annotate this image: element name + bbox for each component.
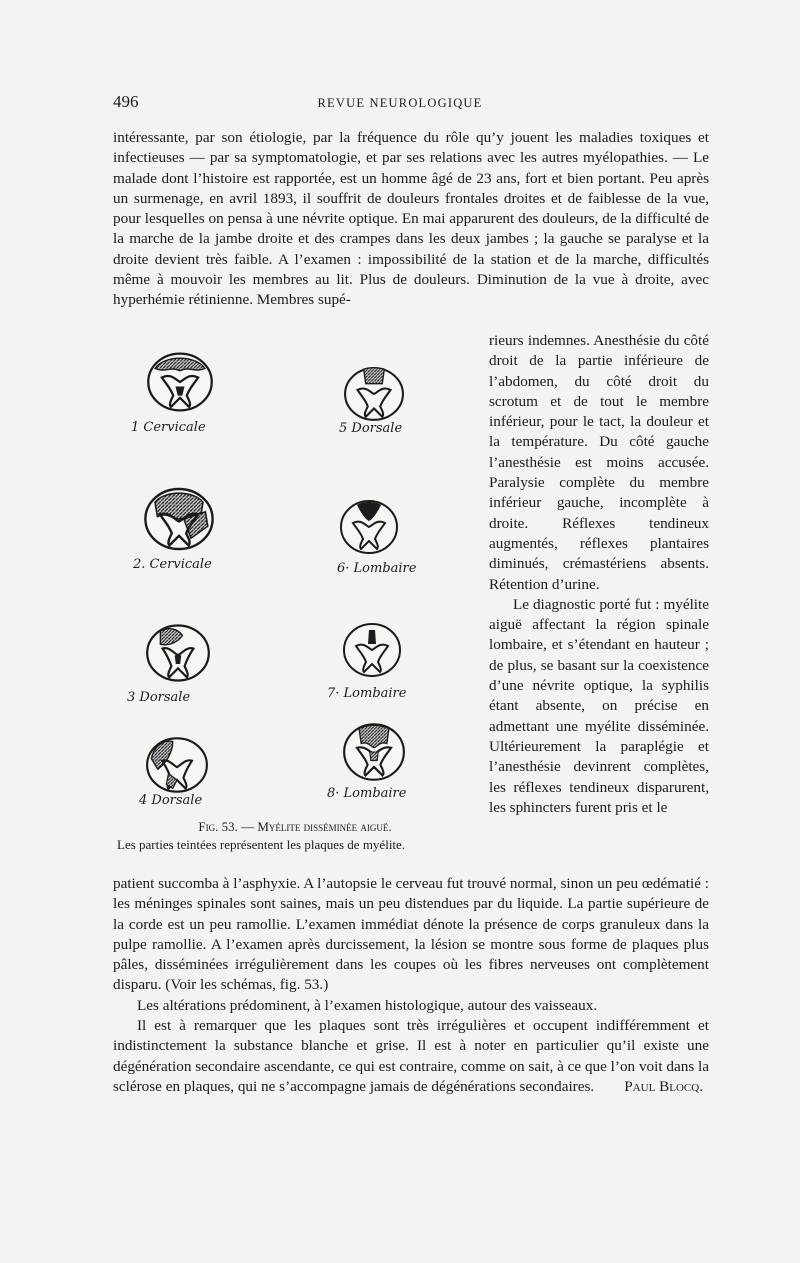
spinal-cord-section-icon xyxy=(341,363,407,425)
caption-title: Fig. 53. — Myélite disséminée aiguë. xyxy=(198,819,392,834)
spinal-cord-section-icon xyxy=(339,620,405,680)
bottom-paragraph-3 xyxy=(113,1016,709,1097)
specimen-2 xyxy=(133,483,220,572)
specimen-4 xyxy=(139,733,213,808)
spinal-cord-section-icon xyxy=(339,720,409,784)
specimen-label: 1 Cervicale xyxy=(131,420,206,435)
running-title: REVUE NEUROLOGIQUE xyxy=(317,96,483,110)
spinal-cord-section-icon xyxy=(141,348,219,416)
author-signature: Paul Blocq. xyxy=(624,1077,703,1095)
specimen-label: 6· Lombaire xyxy=(337,561,417,576)
spinal-cord-section-icon xyxy=(141,733,213,797)
specimen-1 xyxy=(131,348,219,435)
specimen-7 xyxy=(327,620,407,701)
spinal-cord-section-icon xyxy=(141,620,215,686)
side-paragraph-2: Le diagnostic porté fut : myélite aiguë affectant la région spinale lombaire, et s’étendant en hauteur ; de plus, se basant sur la coexistence d’une névrite optique, la syphilis étant absente, on précise en admettant une myélite disséminée. Ultérieurement la paraplégie et l’anesthésie devinrent complètes, les réflexes tendineux disparurent, les sphincters furent pris et le xyxy=(489,595,709,816)
specimen-8 xyxy=(327,720,409,801)
body-text-side xyxy=(489,331,709,818)
specimen-label: 8· Lombaire xyxy=(327,786,407,801)
body-text-bottom xyxy=(113,874,709,1097)
specimen-label: 2. Cervicale xyxy=(133,557,212,572)
specimen-label: 5 Dorsale xyxy=(339,421,403,436)
bottom-paragraph-1: patient succomba à l’asphyxie. A l’autopsie le cerveau fut trouvé normal, sinon un peu œdématié : les méninges spinales sont saines, mais un peu distendues par du liquide. La partie supérieure de la corde est un peu ramollie. L’examen immédiat dénote la présence de corps granuleux dans la pulpe ramollie. A l’examen après durcissement, la lésion se montre sous forme de plaques plus pâles, disséminées irrégulièrement dans les coupes où les fibres nerveuses ont complètement disparu. (Voir les schémas, fig. 53.) xyxy=(113,875,709,994)
side-paragraph-1: rieurs indemnes. Anesthésie du côté droit de la partie inférieure de l’abdomen, du côté droit du scrotum et de tout le membre inférieur, pour le tact, la douleur et la température. Du côté gauche l’anesthésie est moins accusée. Paralysie complète du membre inférieur gauche, incomplète à droite. Réflexes tendineux augmentés, réflexes plantaires diminués, crémastériens absents. Rétention d’urine. xyxy=(489,332,709,593)
specimen-6 xyxy=(337,497,417,576)
top-paragraph: intéressante, par son étiologie, par la fréquence du rôle qu’y jouent les maladies toxiques et infectieuses — par sa symptomatologie, et par ses relations avec les autres myélopathies. — Le malade dont l’histoire est rapportée, est un homme âgé de 23 ans, fort et bien portant. Peu après un surmenage, en avril 1893, il souffrit de douleurs frontales droites et de faiblesse de la vue, pour lesquelles on pensa à une névrite optique. En mai apparurent des douleurs, de la difficulté de la marche de la jambe droite et des crampes dans les deux jambes ; la gauche se paralyse et la droite devient très faible. A l’examen : impossibilité de la station et de la marche, difficultés même à mouvoir les membres au lit. Plus de douleurs. Diminution de la vue à droite, avec hyperhémie rétinienne. Membres supé- xyxy=(113,129,709,309)
specimen-label: 3 Dorsale xyxy=(127,690,191,705)
caption-text: Les parties teintées représentent les plaques de myélite. xyxy=(117,837,406,852)
specimen-label: 7· Lombaire xyxy=(327,686,407,701)
figure-53 xyxy=(113,345,475,875)
page-number: 496 xyxy=(113,92,139,111)
bottom-paragraph-3-text: Il est à remarquer que les plaques sont très irrégulières et occupent indifféremment et indistinctement la substance blanche et grise. Il est à noter en particulier qu’il existe une dégénération secondaire ascendante, ce qui est contraire, comme on sait, à ce que l’on voit dans la sclérose en plaques, qui ne s’accompagne jamais de dégénérations secondaires. xyxy=(113,1017,709,1095)
spinal-cord-section-icon xyxy=(138,483,220,555)
spinal-cord-section-icon xyxy=(339,497,399,557)
specimen-label: 4 Dorsale xyxy=(139,793,203,808)
figure-caption xyxy=(117,819,473,852)
specimen-5 xyxy=(339,363,407,436)
specimen-3 xyxy=(127,620,215,705)
body-text-top xyxy=(113,128,709,311)
bottom-paragraph-2: Les altérations prédominent, à l’examen histologique, autour des vaisseaux. xyxy=(137,996,598,1014)
